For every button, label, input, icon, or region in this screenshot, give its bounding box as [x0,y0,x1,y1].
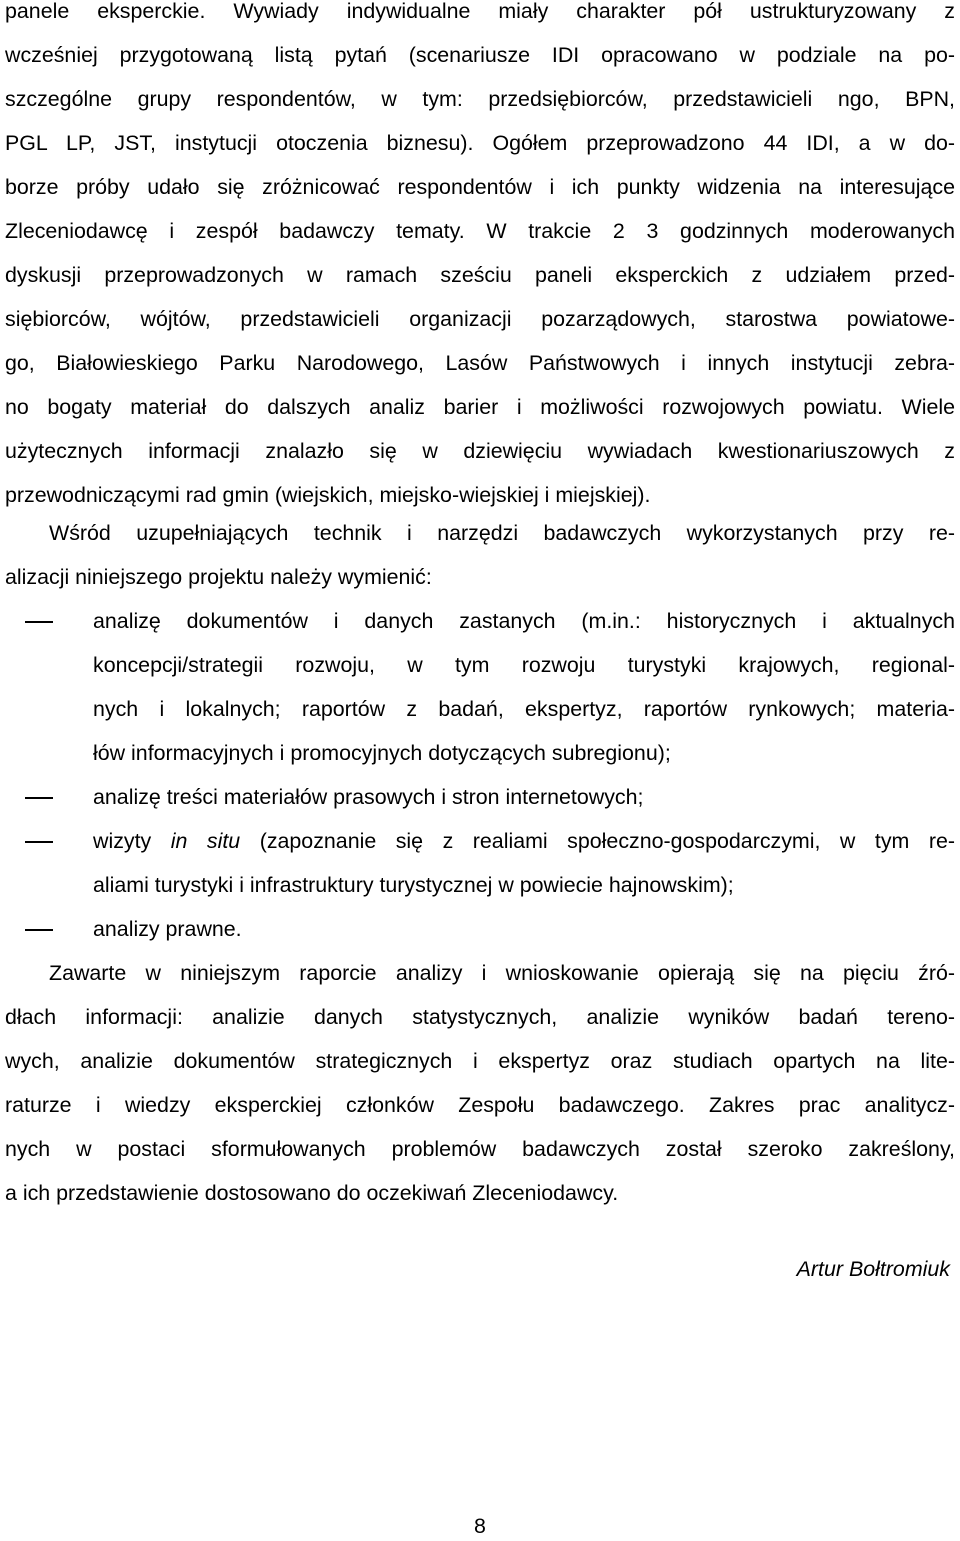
dash-bullet-icon [25,841,53,843]
bullet-line: łów informacyjnych i promocyjnych dotyczących subregionu); [93,741,671,765]
paragraph-line: Zleceniodawcę i zespół badawczy tematy. W trakcie 2 3 godzinnych moderowanych [5,219,955,243]
bullet-prefix: wizyty [93,829,171,853]
paragraph-line: PGL LP, JST, instytucji otoczenia biznesu). Ogółem przeprowadzono 44 IDI, a w do- [5,131,955,155]
paragraph-line: dłach informacji: analizie danych statystycznych, analizie wyników badań tereno- [5,1005,955,1029]
bullet-line: nych i lokalnych; raportów z badań, ekspertyz, raportów rynkowych; materia- [93,697,955,721]
page-number: 8 [474,1514,486,1538]
bullet-line: aliami turystyki i infrastruktury turystycznej w powiecie hajnowskim); [93,873,734,897]
bullet-line: analizę treści materiałów prasowych i stron internetowych; [93,785,644,809]
paragraph-line: raturze i wiedzy eksperckiej członków Zespołu badawczego. Zakres prac analitycz- [5,1093,955,1117]
paragraph-line: użytecznych informacji znalazło się w dziewięciu wywiadach kwestionariuszowych z [5,439,955,463]
dash-bullet-icon [25,621,53,623]
bullet-line: analizy prawne. [93,917,242,941]
paragraph-line: dyskusji przeprowadzonych w ramach sześciu paneli eksperckich z udziałem przed- [5,263,955,287]
paragraph-line: przewodniczącymi rad gmin (wiejskich, miejsko-wiejskiej i miejskiej). [5,483,651,507]
author-signature: Artur Bołtromiuk [796,1257,950,1281]
paragraph-line: panele eksperckie. Wywiady indywidualne miały charakter pół ustrukturyzowany z [5,0,955,23]
paragraph-line: Zawarte w niniejszym raporcie analizy i wnioskowanie opierają się na pięciu źró- [49,961,955,985]
paragraph-line: siębiorców, wójtów, przedstawicieli organizacji pozarządowych, starostwa powiatowe- [5,307,955,331]
paragraph-line: wcześniej przygotowaną listą pytań (scenariusze IDI opracowano w podziale na po- [5,43,955,67]
paragraph-line: go, Białowieskiego Parku Narodowego, Lasów Państwowych i innych instytucji zebra- [5,351,955,375]
dash-bullet-icon [25,929,53,931]
paragraph-line: a ich przedstawienie dostosowano do oczekiwań Zleceniodawcy. [5,1181,619,1205]
bullet-line [93,826,955,856]
bullet-line: koncepcji/strategii rozwoju, w tym rozwoju turystyki krajowych, regional- [93,653,955,677]
bullet-rest: (zapoznanie się z realiami społeczno-gospodarczymi, w tym re- [240,829,955,853]
paragraph-line: no bogaty materiał do dalszych analiz barier i możliwości rozwojowych powiatu. Wiele [5,395,955,419]
bullet-line: analizę dokumentów i danych zastanych (m.in.: historycznych i aktualnych [93,609,955,633]
paragraph-line: wych, analizie dokumentów strategicznych i ekspertyz oraz studiach opartych na lite- [5,1049,955,1073]
italic-term: in situ [170,829,241,853]
paragraph-line: Wśród uzupełniających technik i narzędzi badawczych wykorzystanych przy re- [49,521,955,545]
paragraph-line: nych w postaci sformułowanych problemów badawczych został szeroko zakreślony, [5,1137,955,1161]
dash-bullet-icon [25,797,53,799]
paragraph-line: szczególne grupy respondentów, w tym: przedsiębiorców, przedstawicieli ngo, BPN, [5,87,955,111]
paragraph-line: borze próby udało się zróżnicować respondentów i ich punkty widzenia na interesujące [5,175,955,199]
paragraph-line: alizacji niniejszego projektu należy wymienić: [5,565,432,589]
